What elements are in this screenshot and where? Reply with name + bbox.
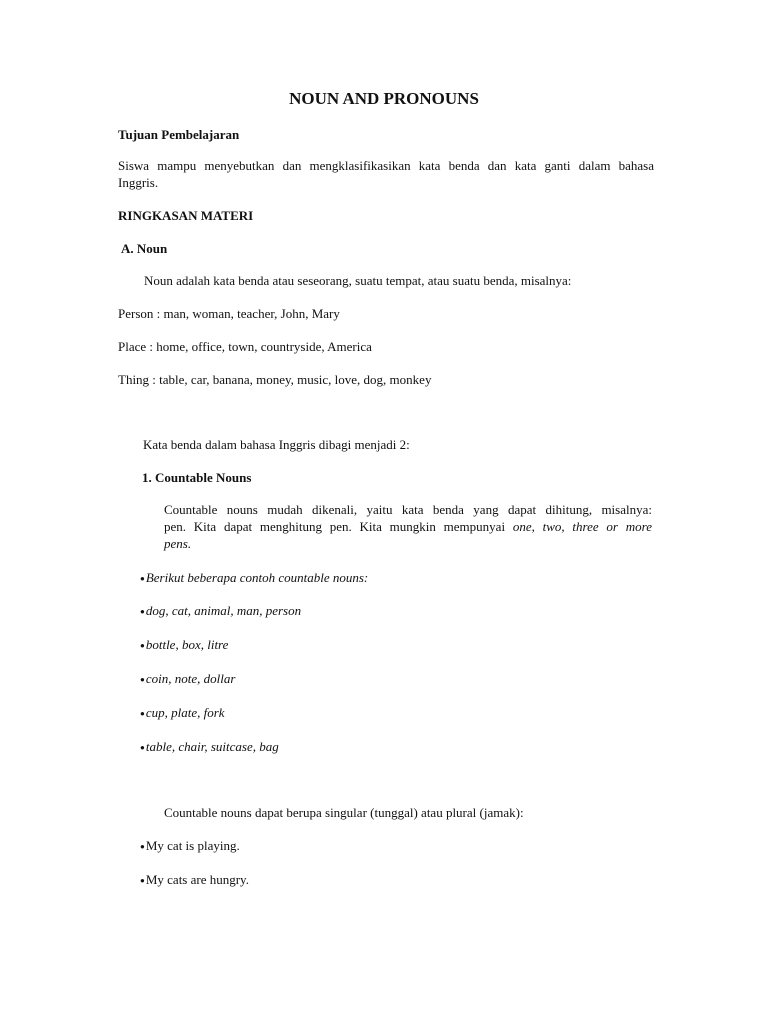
objective-text-line1: Siswa mampu menyebutkan dan mengklasifikasikan kata benda dan kata ganti dalam bahasa [118,158,654,173]
countable-desc-line3: pens. [164,536,192,551]
noun-definition: Noun adalah kata benda atau seseorang, suatu tempat, atau suatu benda, misalnya: [144,273,572,288]
list-item: ●My cats are hungry. [140,872,249,887]
list-item: ●coin, note, dollar [140,671,236,686]
division-text: Kata benda dalam bahasa Inggris dibagi menjadi 2: [143,437,410,452]
example-place: Place : home, office, town, countryside, America [118,339,372,354]
list-item: ●dog, cat, animal, man, person [140,603,302,618]
bullet-icon: ● [140,607,145,616]
countable-desc-line1: Countable nouns mudah dikenali, yaitu kata benda yang dapat dihitung, misalnya: [164,502,652,517]
countable-heading: 1. Countable Nouns [142,470,252,485]
list-item: ●table, chair, suitcase, bag [140,739,279,754]
singular-plural-text: Countable nouns dapat berupa singular (tunggal) atau plural (jamak): [164,805,524,820]
example-person: Person : man, woman, teacher, John, Mary [118,306,340,321]
list-item: ●Berikut beberapa contoh countable nouns: [140,570,369,585]
bullet-icon: ● [140,574,145,583]
bullet-icon: ● [140,709,145,718]
summary-heading: RINGKASAN MATERI [118,208,254,223]
objective-text-line2: Inggris. [118,175,159,190]
countable-desc-line2-italic: one, two, three or more [512,519,652,534]
countable-desc-line2 [164,518,652,535]
example-thing: Thing : table, car, banana, money, music, love, dog, monkey [118,372,432,387]
countable-desc-line2-plain: pen. Kita dapat menghitung pen. Kita mungkin mempunyai [164,519,513,534]
bullet-icon: ● [140,876,145,885]
noun-heading: A. Noun [121,241,168,256]
bullet-icon: ● [140,675,145,684]
list-item: ●My cat is playing. [140,838,240,853]
list-item: ●cup, plate, fork [140,705,225,720]
list-item: ●bottle, box, litre [140,637,229,652]
bullet-icon: ● [140,743,145,752]
page-title: NOUN AND PRONOUNS [289,89,479,108]
bullet-icon: ● [140,842,145,851]
objective-heading: Tujuan Pembelajaran [118,127,240,142]
bullet-icon: ● [140,641,145,650]
